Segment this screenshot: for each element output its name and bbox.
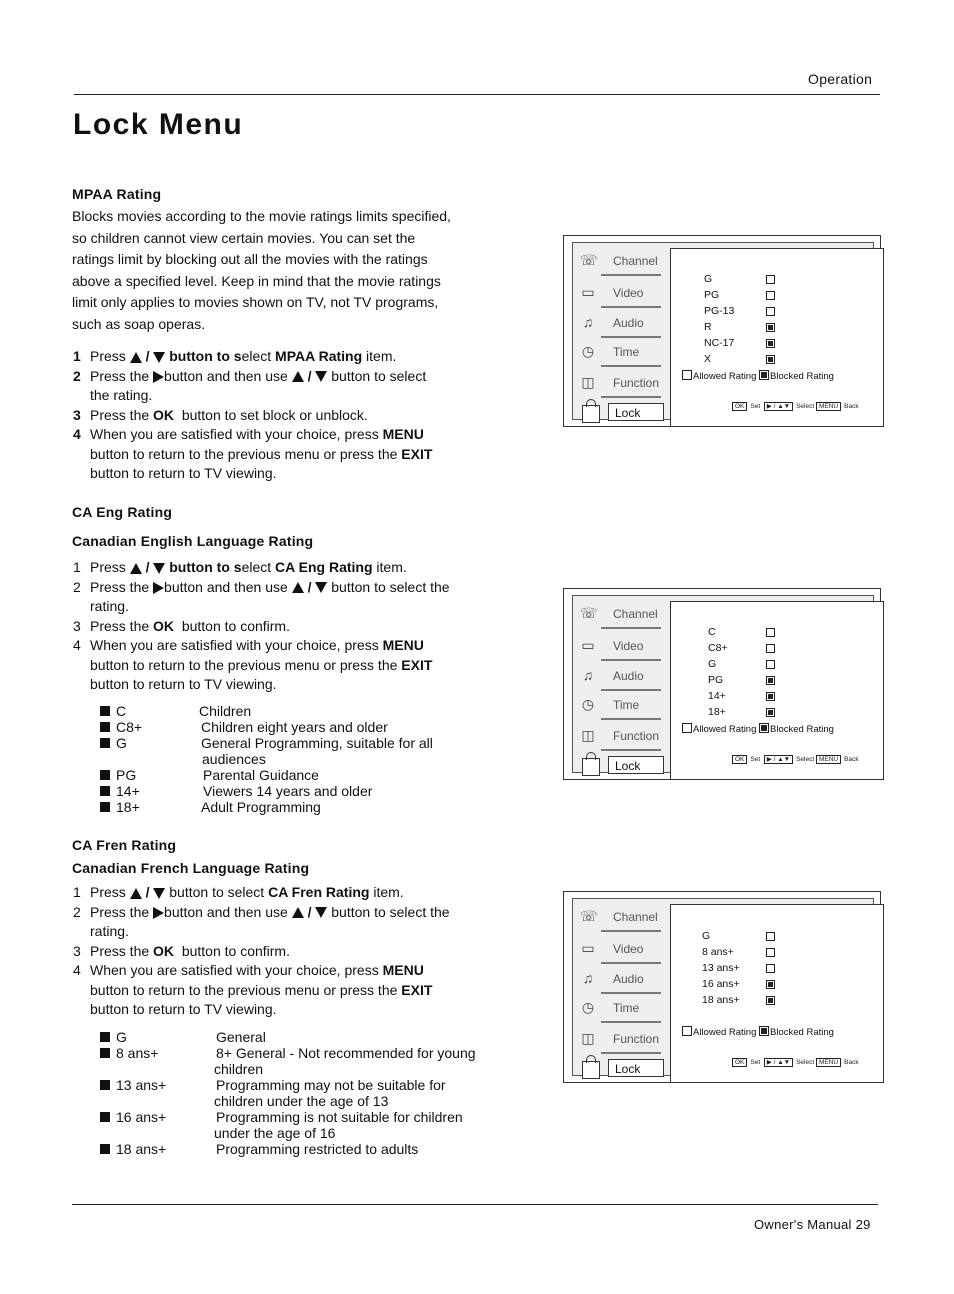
rating-checkbox-blocked[interactable] [766, 323, 775, 332]
down-arrow-icon [315, 582, 327, 593]
list-item: 18+ Adult Programming [100, 799, 500, 815]
list-item: G General Programming, suitable for all [100, 735, 500, 751]
menu-item-video[interactable]: ▭ Video [573, 936, 661, 964]
menu-item-audio[interactable]: ♫ Audio [573, 310, 661, 338]
step-2: 2 Press the button and then use / button to select the rating. [73, 367, 427, 403]
channel-icon: ☏ [580, 605, 598, 621]
menu-item-lock[interactable]: Lock [608, 756, 664, 774]
menu-frame [572, 595, 874, 773]
list-item: G General [100, 1029, 520, 1045]
step-3: 3 Press the OK button to set block or unblock. [73, 406, 368, 423]
menu-item-video[interactable]: ▭ Video [573, 280, 661, 308]
mpaa-menu-screen [563, 235, 881, 427]
text-line: ratings limit by blocking out all the movies with the ratings [72, 251, 428, 267]
step-4: 4 When you are satisfied with your choice, press MENU button to return to the previous menu or press the EXIT button to return to TV viewing. [73, 962, 433, 1017]
rating-checkbox[interactable] [766, 628, 775, 637]
down-arrow-icon [153, 888, 165, 899]
step-4: 4 When you are satisfied with your choice, press MENU button to return to the previous menu or press the EXIT button to return to TV viewing. [73, 426, 433, 481]
mpaa-heading: MPAA Rating [72, 186, 162, 202]
rating-label: 14+ [708, 690, 726, 702]
list-item-continued: children [214, 1061, 264, 1077]
menu-item-function[interactable]: ◫ Function [573, 370, 661, 398]
step-1: 1 Press / button to select CA Eng Rating item. [73, 559, 407, 575]
rating-checkbox[interactable] [766, 275, 775, 284]
video-icon: ▭ [581, 284, 595, 300]
rating-label: G [708, 658, 717, 670]
time-icon: ◷ [581, 696, 595, 712]
caeng-subheading: Canadian English Language Rating [72, 533, 314, 549]
bullet-icon [100, 738, 110, 748]
menu-frame [572, 898, 874, 1076]
rating-checkbox-blocked[interactable] [766, 355, 775, 364]
list-item: 13 ans+ Programming may not be suitable for [100, 1077, 520, 1093]
rating-label: NC-17 [704, 337, 735, 349]
cafren-menu-screen [563, 891, 881, 1083]
rating-legend: Allowed Rating Blocked Rating [682, 1026, 834, 1038]
rating-label: C [708, 626, 716, 638]
up-arrow-icon [292, 582, 304, 593]
list-item-continued: under the age of 16 [214, 1125, 336, 1141]
rating-panel [670, 248, 884, 427]
video-icon: ▭ [581, 940, 595, 956]
rating-checkbox-blocked[interactable] [766, 676, 775, 685]
rating-checkbox[interactable] [766, 660, 775, 669]
menu-item-time[interactable]: ◷ Time [573, 339, 661, 367]
right-arrow-icon [153, 907, 164, 919]
text-line: above a specified level. Keep in mind that the movie ratings [72, 272, 441, 289]
rating-panel [670, 601, 884, 780]
key-hints: OK Set ▶ / ▲▼ Select MENU Back [732, 755, 859, 764]
rating-label: 8 ans+ [702, 946, 734, 958]
menu-item-time[interactable]: ◷ Time [573, 995, 661, 1023]
text-line: Blocks movies according to the movie ratings limits specified, [72, 208, 451, 224]
cafren-steps [73, 883, 503, 1020]
menu-item-audio[interactable]: ♫ Audio [573, 663, 661, 691]
allowed-swatch [682, 723, 692, 733]
cafren-heading: CA Fren Rating [72, 837, 177, 853]
list-item: 8 ans+ 8+ General - Not recommended for young [100, 1045, 520, 1061]
rating-checkbox[interactable] [766, 948, 775, 957]
rating-checkbox[interactable] [766, 307, 775, 316]
step-2: 2 Press the button and then use / button to select the rating. [73, 578, 450, 614]
rating-label: PG [708, 674, 724, 686]
menu-item-lock[interactable]: Lock [608, 1059, 664, 1077]
rating-checkbox[interactable] [766, 644, 775, 653]
down-arrow-icon [153, 352, 165, 363]
list-item: PG Parental Guidance [100, 767, 500, 783]
rating-checkbox[interactable] [766, 964, 775, 973]
bullet-icon [100, 1032, 110, 1042]
rating-label: 13 ans+ [702, 962, 740, 974]
bullet-icon [100, 786, 110, 796]
audio-icon: ♫ [582, 314, 594, 330]
menu-item-video[interactable]: ▭ Video [573, 633, 661, 661]
rating-checkbox[interactable] [766, 932, 775, 941]
bullet-icon [100, 1112, 110, 1122]
lock-icon [582, 405, 600, 423]
menu-item-channel[interactable]: ☏ Channel [573, 904, 661, 932]
caeng-steps [73, 558, 503, 695]
list-item: 18 ans+ Programming restricted to adults [100, 1141, 520, 1157]
bullet-icon [100, 802, 110, 812]
rating-label: PG [704, 289, 720, 301]
rating-checkbox-blocked[interactable] [766, 980, 775, 989]
page-title: Lock Menu [73, 108, 244, 141]
header-rule [74, 94, 880, 95]
mpaa-steps [73, 347, 503, 484]
function-icon: ◫ [581, 1030, 595, 1046]
rating-legend: Allowed Rating Blocked Rating [682, 723, 834, 735]
page-footer: Owner's Manual 29 [754, 1217, 871, 1232]
list-item: 16 ans+ Programming is not suitable for children [100, 1109, 520, 1125]
menu-item-function[interactable]: ◫ Function [573, 723, 661, 751]
bullet-icon [100, 1144, 110, 1154]
step-1: 1 Press / button to select MPAA Rating item. [73, 348, 397, 364]
up-arrow-icon [292, 371, 304, 382]
allowed-swatch [682, 370, 692, 380]
list-item-continued: audiences [202, 751, 266, 767]
right-arrow-icon [153, 371, 164, 383]
rating-checkbox-blocked[interactable] [766, 996, 775, 1005]
menu-item-audio[interactable]: ♫ Audio [573, 966, 661, 994]
allowed-swatch [682, 1026, 692, 1036]
menu-item-lock[interactable]: Lock [608, 403, 664, 421]
rating-panel [670, 904, 884, 1083]
up-arrow-icon [130, 563, 142, 574]
caeng-glossary [100, 703, 500, 815]
cafren-subheading: Canadian French Language Rating [72, 860, 310, 876]
down-arrow-icon [153, 563, 165, 574]
list-item-continued: children under the age of 13 [214, 1093, 389, 1109]
menu-frame [572, 242, 874, 420]
step-4: 4 When you are satisfied with your choice, press MENU button to return to the previous menu or press the EXIT button to return to TV viewing. [73, 637, 433, 692]
time-icon: ◷ [581, 999, 595, 1015]
step-1: 1 Press / button to select CA Fren Rating item. [73, 884, 404, 900]
down-arrow-icon [315, 907, 327, 918]
up-arrow-icon [130, 352, 142, 363]
text-line: limit only applies to movies shown on TV, not TV programs, [72, 294, 439, 310]
channel-icon: ☏ [580, 908, 598, 924]
rating-label: X [704, 353, 712, 365]
blocked-swatch [759, 370, 769, 380]
rating-label: 18 ans+ [702, 994, 740, 1006]
rating-checkbox-blocked[interactable] [766, 692, 775, 701]
key-hints: OK Set ▶ / ▲▼ Select MENU Back [732, 1058, 859, 1067]
rating-checkbox[interactable] [766, 291, 775, 300]
up-arrow-icon [130, 888, 142, 899]
channel-icon: ☏ [580, 252, 598, 268]
down-arrow-icon [315, 371, 327, 382]
step-2: 2 Press the button and then use / button to select the rating. [73, 903, 450, 939]
function-icon: ◫ [581, 374, 595, 390]
audio-icon: ♫ [582, 970, 594, 986]
rating-label: PG-13 [704, 305, 735, 317]
menu-item-channel[interactable]: ☏ Channel [573, 601, 661, 629]
video-icon: ▭ [581, 637, 595, 653]
up-arrow-icon [292, 907, 304, 918]
rating-label: G [702, 930, 711, 942]
caeng-menu-screen [563, 588, 881, 780]
key-hints: OK Set ▶ / ▲▼ Select MENU Back [732, 402, 859, 411]
menu-item-function[interactable]: ◫ Function [573, 1026, 661, 1054]
lock-icon [582, 758, 600, 776]
function-icon: ◫ [581, 727, 595, 743]
bullet-icon [100, 770, 110, 780]
right-arrow-icon [153, 582, 164, 594]
audio-icon: ♫ [582, 667, 594, 683]
list-item: C Children [100, 703, 500, 719]
rating-label: G [704, 273, 713, 285]
cafren-glossary [100, 1029, 520, 1157]
bullet-icon [100, 1080, 110, 1090]
text-line: such as soap operas. [72, 315, 206, 332]
step-3: 3 Press the OK button to confirm. [73, 617, 290, 634]
blocked-swatch [759, 1026, 769, 1036]
mpaa-description [72, 206, 512, 335]
step-3: 3 Press the OK button to confirm. [73, 942, 290, 959]
list-item: C8+ Children eight years and older [100, 719, 500, 735]
lock-icon [582, 1061, 600, 1079]
rating-label: 18+ [708, 706, 726, 718]
rating-label: R [704, 321, 712, 333]
rating-legend: Allowed Rating Blocked Rating [682, 370, 834, 382]
bullet-icon [100, 1048, 110, 1058]
menu-item-channel[interactable]: ☏ Channel [573, 248, 661, 276]
time-icon: ◷ [581, 343, 595, 359]
text-line: so children cannot view certain movies. You can set the [72, 229, 416, 246]
list-item: 14+ Viewers 14 years and older [100, 783, 500, 799]
bullet-icon [100, 706, 110, 716]
bullet-icon [100, 722, 110, 732]
rating-checkbox-blocked[interactable] [766, 339, 775, 348]
rating-label: C8+ [708, 642, 728, 654]
rating-checkbox-blocked[interactable] [766, 708, 775, 717]
footer-rule [72, 1204, 878, 1205]
caeng-heading: CA Eng Rating [72, 504, 173, 520]
rating-label: 16 ans+ [702, 978, 740, 990]
menu-item-time[interactable]: ◷ Time [573, 692, 661, 720]
blocked-swatch [759, 723, 769, 733]
section-label: Operation [808, 71, 873, 87]
